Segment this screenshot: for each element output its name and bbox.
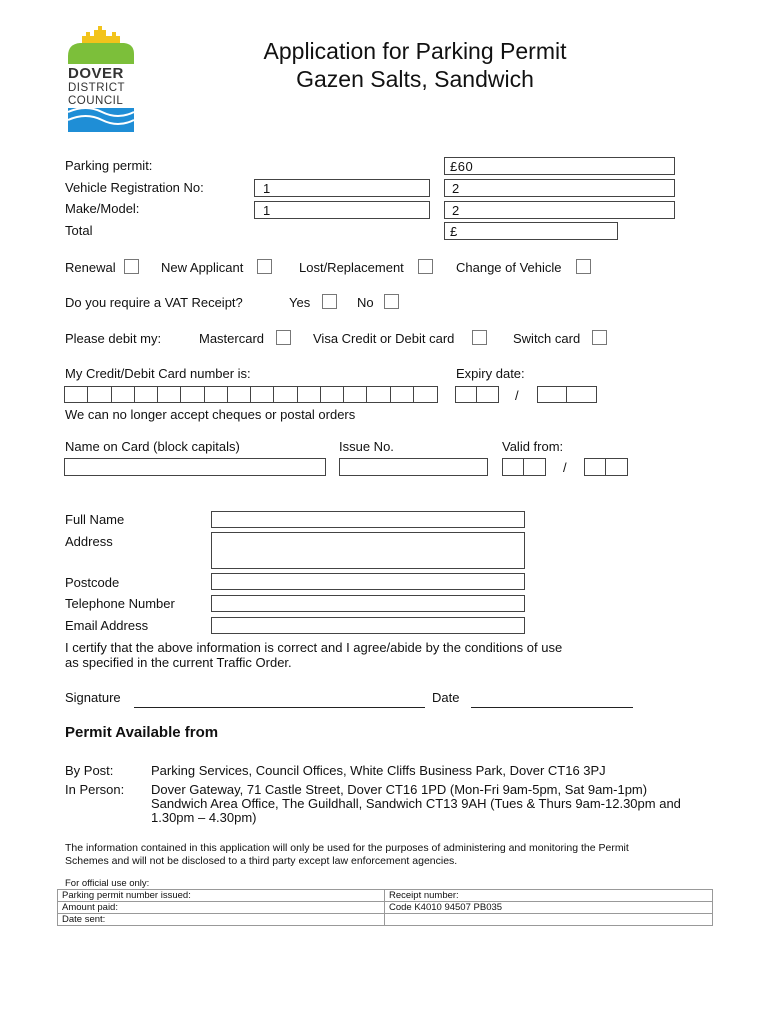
- issue-no-field[interactable]: [339, 458, 488, 476]
- make-model-field-1[interactable]: [254, 201, 430, 219]
- signature-line[interactable]: [134, 707, 425, 708]
- table-row: [58, 902, 713, 914]
- expiry-slash: /: [515, 388, 519, 403]
- total-label: Total: [65, 223, 93, 238]
- total-field[interactable]: [444, 222, 618, 240]
- official-heading: For official use only:: [65, 878, 150, 889]
- certify-line-2: as specified in the current Traffic Order.: [65, 655, 292, 670]
- new-applicant-checkbox[interactable]: [257, 259, 272, 274]
- date-label: Date: [432, 690, 460, 705]
- vat-question: Do you require a VAT Receipt?: [65, 295, 243, 310]
- by-post-text: Parking Services, Council Offices, White Cliffs Business Park, Dover CT16 3PJ: [151, 763, 606, 778]
- vehicle-reg-field-2[interactable]: [444, 179, 675, 197]
- lost-replacement-label: Lost/Replacement: [299, 260, 404, 275]
- in-person-line-2: Sandwich Area Office, The Guildhall, Sandwich CT13 9AH (Tues & Thurs 9am-12.30pm and: [151, 796, 681, 811]
- switch-label: Switch card: [513, 331, 581, 346]
- amount-paid-cell: Amount paid:: [58, 902, 385, 914]
- address-field[interactable]: [211, 532, 525, 569]
- signature-label: Signature: [65, 690, 121, 705]
- new-applicant-label: New Applicant: [161, 260, 244, 275]
- renewal-checkbox[interactable]: [124, 259, 139, 274]
- logo-text-council: COUNCIL: [68, 95, 124, 107]
- code-cell: Code K4010 94507 PB035: [385, 902, 713, 914]
- availability-heading: Permit Available from: [65, 724, 219, 741]
- receipt-number-cell: Receipt number:: [385, 890, 713, 902]
- make-model-label: Make/Model:: [65, 201, 140, 216]
- telephone-field[interactable]: [211, 595, 525, 612]
- change-vehicle-checkbox[interactable]: [576, 259, 591, 274]
- vehicle-reg-value-1: 1: [263, 181, 271, 196]
- privacy-line-2: Schemes and will not be disclosed to a third party except law enforcement agencies.: [65, 855, 458, 867]
- email-field[interactable]: [211, 617, 525, 634]
- page-subtitle: Gazen Salts, Sandwich: [296, 66, 534, 92]
- issue-no-label: Issue No.: [339, 439, 394, 454]
- vehicle-reg-value-2: 2: [452, 181, 460, 196]
- empty-cell: [385, 914, 713, 926]
- visa-checkbox[interactable]: [472, 330, 487, 345]
- address-label: Address: [65, 534, 113, 549]
- email-label: Email Address: [65, 618, 149, 633]
- postcode-field[interactable]: [211, 573, 525, 590]
- visa-label: Visa Credit or Debit card: [313, 331, 455, 346]
- parking-permit-value-box: [444, 157, 675, 175]
- by-post-label: By Post:: [65, 763, 114, 778]
- vat-no-label: No: [357, 295, 374, 310]
- telephone-label: Telephone Number: [65, 596, 175, 611]
- make-model-field-2[interactable]: [444, 201, 675, 219]
- page-title: Application for Parking Permit: [263, 38, 567, 64]
- full-name-label: Full Name: [65, 512, 125, 527]
- in-person-line-3: 1.30pm – 4.30pm): [151, 810, 257, 825]
- in-person-line-1: Dover Gateway, 71 Castle Street, Dover CT16 1PD (Mon-Fri 9am-5pm, Sat 9am-1pm): [151, 782, 648, 797]
- card-number-cells[interactable]: [64, 386, 438, 403]
- name-on-card-label: Name on Card (block capitals): [65, 439, 240, 454]
- vat-no-checkbox[interactable]: [384, 294, 399, 309]
- logo-text-dover: DOVER: [68, 65, 124, 82]
- expiry-month-cells[interactable]: [455, 386, 499, 403]
- mastercard-label: Mastercard: [199, 331, 265, 346]
- council-logo: [66, 26, 138, 134]
- valid-from-year-cells[interactable]: [584, 458, 628, 476]
- name-on-card-field[interactable]: [64, 458, 326, 476]
- card-number-label: My Credit/Debit Card number is:: [65, 366, 251, 381]
- postcode-label: Postcode: [65, 575, 120, 590]
- table-row: [58, 890, 713, 902]
- logo-text-district: DISTRICT: [68, 82, 126, 94]
- make-model-value-1: 1: [263, 203, 271, 218]
- valid-from-month-cells[interactable]: [502, 458, 546, 476]
- payment-label: Please debit my:: [65, 331, 162, 346]
- table-row: [58, 914, 713, 926]
- certify-line-1: I certify that the above information is correct and I agree/abide by the conditions of use: [65, 640, 563, 655]
- expiry-year-cells[interactable]: [537, 386, 597, 403]
- vehicle-reg-label: Vehicle Registration No:: [65, 180, 204, 195]
- total-value: £: [450, 224, 458, 239]
- switch-checkbox[interactable]: [592, 330, 607, 345]
- mastercard-checkbox[interactable]: [276, 330, 291, 345]
- in-person-label: In Person:: [65, 782, 125, 797]
- date-sent-cell: Date sent:: [58, 914, 385, 926]
- vehicle-reg-field-1[interactable]: [254, 179, 430, 197]
- valid-from-label: Valid from:: [502, 439, 564, 454]
- vat-yes-checkbox[interactable]: [322, 294, 337, 309]
- official-use-table: [57, 889, 713, 926]
- make-model-value-2: 2: [452, 203, 460, 218]
- privacy-line-1: The information contained in this application will only be used for the purposes of administering and monitoring the Permit: [65, 842, 629, 854]
- change-vehicle-label: Change of Vehicle: [456, 260, 562, 275]
- parking-permit-label: Parking permit:: [65, 158, 153, 173]
- full-name-field[interactable]: [211, 511, 525, 528]
- permit-number-cell: Parking permit number issued:: [58, 890, 385, 902]
- expiry-label: Expiry date:: [456, 366, 525, 381]
- renewal-label: Renewal: [65, 260, 116, 275]
- lost-replacement-checkbox[interactable]: [418, 259, 433, 274]
- valid-from-slash: /: [563, 460, 567, 475]
- vat-yes-label: Yes: [289, 295, 311, 310]
- cheque-note: We can no longer accept cheques or postal orders: [65, 407, 356, 422]
- parking-permit-value: £60: [450, 159, 474, 174]
- date-line[interactable]: [471, 707, 633, 708]
